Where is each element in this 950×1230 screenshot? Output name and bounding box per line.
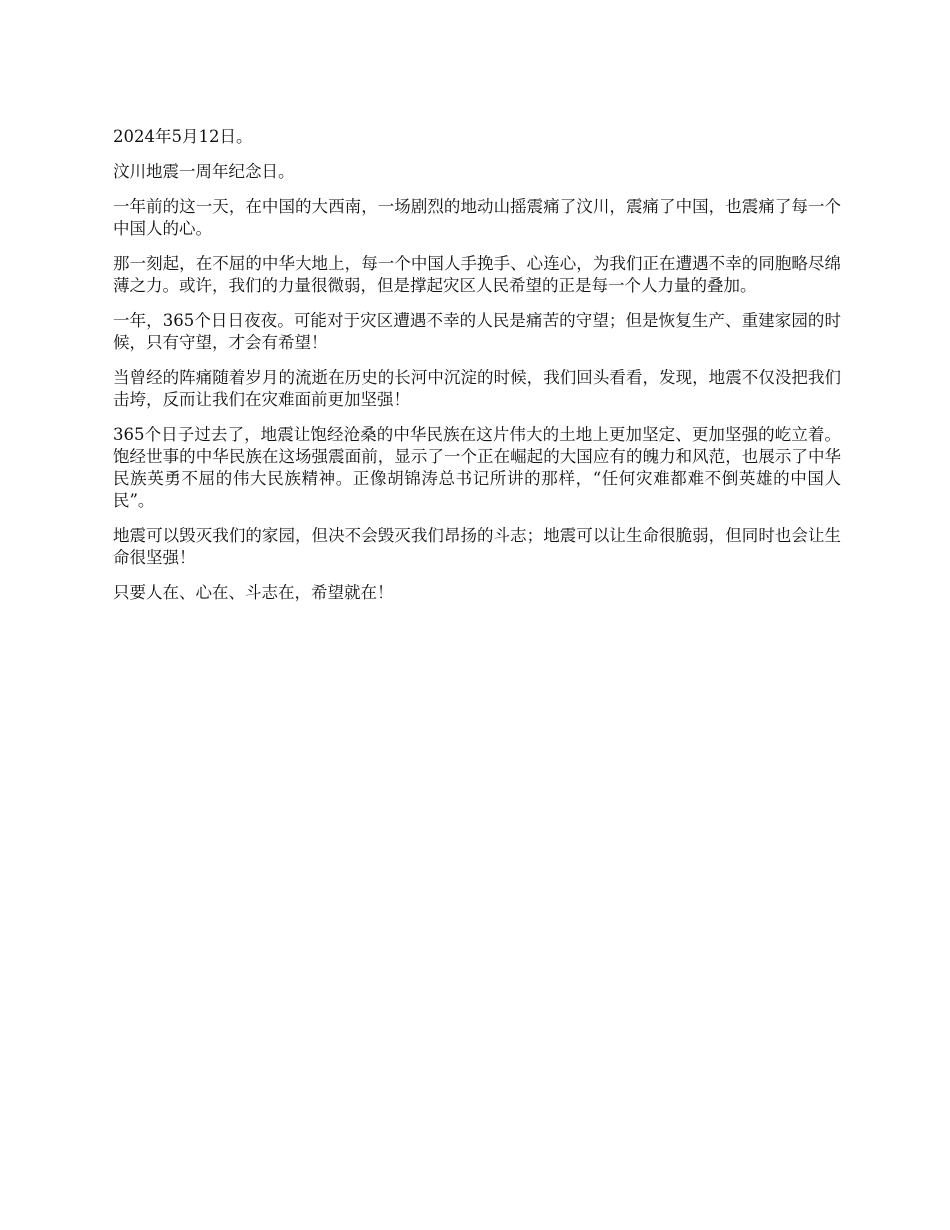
paragraph-5: 365个日子过去了，地震让饱经沧桑的中华民族在这片伟大的土地上更加坚定、更加坚强的屹立着。饱经世事的中华民族在这场强震面前，显示了一个正在崛起的大国应有的魄力和风范，也展示了中华民族英勇不屈的伟大民族精神。正像胡锦涛总书记所讲的那样，“任何灾难都难不倒英雄的中国人民”。 (113, 425, 841, 510)
paragraph-3: 一年，365个日日夜夜。可能对于灾区遭遇不幸的人民是痛苦的守望；但是恢复生产、重建家园的时候，只有守望，才会有希望！ (113, 311, 841, 352)
memorial-title-line: 汶川地震一周年纪念日。 (113, 162, 295, 181)
document-body (113, 126, 841, 617)
paragraph-1: 一年前的这一天，在中国的大西南，一场剧烈的地动山摇震痛了汶川，震痛了中国，也震痛了每一个中国人的心。 (113, 197, 841, 238)
paragraph-4: 当曾经的阵痛随着岁月的流逝在历史的长河中沉淀的时候，我们回头看看，发现，地震不仅没把我们击垮，反而让我们在灾难面前更加坚强！ (113, 368, 841, 409)
paragraph-2: 那一刻起，在不屈的中华大地上，每一个中国人手挽手、心连心，为我们正在遭遇不幸的同胞略尽绵薄之力。或许，我们的力量很微弱，但是撑起灾区人民希望的正是每一个人力量的叠加。 (113, 254, 841, 295)
closing-line: 只要人在、心在、斗志在，希望就在！ (113, 583, 394, 602)
date-line: 2024年5月12日。 (113, 127, 253, 146)
paragraph-6: 地震可以毁灭我们的家园，但决不会毁灭我们昂扬的斗志；地震可以让生命很脆弱，但同时也会让生命很坚强！ (113, 526, 841, 567)
